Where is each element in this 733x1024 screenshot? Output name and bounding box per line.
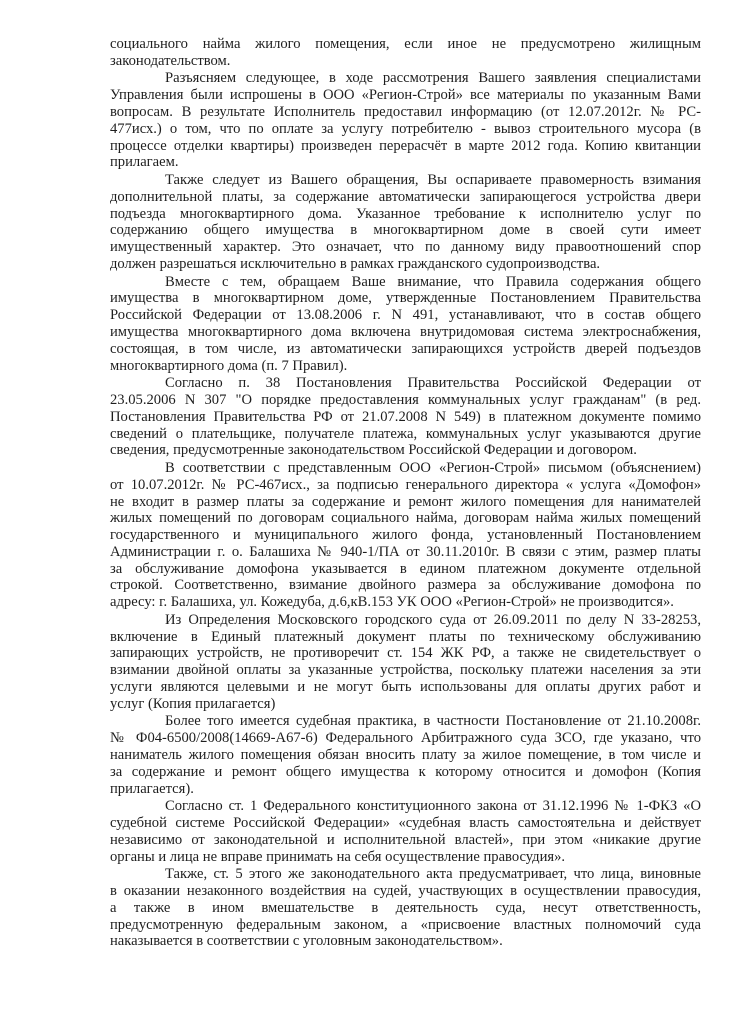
text-line: взимании двойной оплаты за указанные устройства, поскольку платежи населения за эти (110, 662, 701, 679)
text-line: должен разрешаться исключительно в рамках гражданского судопроизводства. (110, 255, 601, 272)
paragraph (110, 612, 701, 713)
paragraph (110, 713, 701, 797)
text-line: социального найма жилого помещения, если иное не предусмотрено жилищным (110, 36, 701, 52)
text-line: включение в Единый платежный документ платы по техническому обслуживанию (110, 628, 701, 645)
text-line: строкой. Соответственно, взимание двойного размера за обслуживание домофона по (110, 577, 701, 594)
paragraph (110, 36, 701, 70)
text-line: процессе отделки квартиры) произведен перерасчёт в марте 2012 года. Копию квитанции (110, 137, 701, 154)
text-line: Согласно п. 38 Постановления Правительства Российской Федерации от (165, 375, 701, 392)
text-line: адресу: г. Балашиха, ул. Кожедуба, д.6,кВ.153 УК ООО «Регион-Строй» не производится». (110, 594, 674, 611)
text-line: законодательством. (110, 52, 231, 69)
text-line: государственного и муниципального жилого фонда, установленный Постановлением (110, 527, 701, 544)
text-line: Более того имеется судебная практика, в частности Постановление от 21.10.2008г. (165, 713, 701, 730)
paragraph (110, 460, 701, 611)
text-line: услуги являются целевыми и не могут быть использованы для оплаты других работ и (110, 679, 701, 696)
text-line: сведений о плательщике, получателе платежа, коммунальных услуг указываются другие (110, 425, 701, 442)
text-line: Также, ст. 5 этого же законодательного акта предусматривает, что лица, виновные (165, 866, 701, 883)
text-line: имущества в многоквартирном доме, утвержденные Постановлением Правительства (110, 290, 701, 307)
text-line: подъезда многоквартирного дома. Указанное требование к исполнителю услуг по (110, 205, 701, 222)
text-line: Российской Федерации от 13.08.2006 г. N 491, устанавливают, что в состав общего (110, 307, 701, 324)
text-line: предусмотренную федеральным законом, а «присвоение властных полномочий суда (110, 916, 701, 933)
text-line: имущественный характер. Это означает, что по данному виду правоотношений спор (110, 239, 701, 256)
text-line: имущества многоквартирного дома включена внутридомовая система электроснабжения, (110, 323, 701, 340)
text-line: за обслуживание домофона указывается в едином платежном документе отдельной (110, 560, 701, 577)
text-line: за содержание и ремонт общего имущества к которому относится и домофон (Копия (110, 763, 701, 780)
document-page (110, 36, 701, 951)
text-line: Из Определения Московского городского суда от 26.09.2011 по делу N 33-28253, (165, 611, 701, 628)
text-line: не входит в размер платы за содержание и ремонт жилого помещения для нанимателей (110, 493, 701, 510)
text-line: органы и лица не вправе принимать на себя осуществление правосудия». (110, 848, 566, 865)
text-line: № Ф04-6500/2008(14669-А67-6) Федерального Арбитражного суда ЗСО, где указано, что (110, 730, 701, 747)
paragraph (110, 798, 701, 865)
text-line: вопросам. В результате Исполнитель предоставил информацию (от 12.07.2012г. № РС- (110, 103, 701, 120)
text-line: в оказании незаконного воздействия на судей, участвующих в осуществлении правосудия, (110, 883, 701, 900)
text-line: дополнительной платы, за содержание автоматически запирающегося устройства двери (110, 188, 701, 205)
text-line: от 10.07.2012г. № РС-467исх., за подписью генерального директора « услуга «Домофон» (110, 476, 701, 493)
text-line: прилагается). (110, 780, 194, 797)
paragraph (110, 375, 701, 459)
text-line: судебной системе Российской Федерации» «судебная власть самостоятельна и действует (110, 815, 701, 832)
text-line: Администрации г. о. Балашиха № 940-1/ПА от 30.11.2010г. В связи с этим, размер платы (110, 543, 701, 560)
text-line: состоящая, в том числе, из автоматически запирающихся устройств дверей подъездов (110, 340, 701, 357)
text-line: услуг (Копия прилагается) (110, 695, 276, 712)
text-line: наказывается в соответствии с уголовным законодательством». (110, 933, 503, 950)
text-line: Вместе с тем, обращаем Ваше внимание, что Правила содержания общего (165, 273, 701, 290)
text-line: наниматель жилого помещения обязан вносить плату за жилое помещение, в том числе и (110, 747, 701, 764)
text-line: сведения, предусмотренные законодательством Российской Федерации и договором. (110, 442, 637, 459)
text-line: Управления были испрошены в ООО «Регион-Строй» все материалы по указанным Вами (110, 87, 701, 104)
text-line: содержанию общего имущества в многоквартирном доме в своей сути имеет (110, 222, 701, 239)
text-line: многоквартирного дома (п. 7 Правил). (110, 357, 348, 374)
text-line: Постановления Правительства РФ от 21.07.2008 N 549) в платежном документе помимо (110, 408, 701, 425)
text-line: а также в ином вмешательстве в деятельность суда, несут ответственность, (110, 899, 701, 916)
text-line: запирающих устройств, не противоречит ст. 154 ЖК РФ, а также не свидетельствует о (110, 645, 701, 662)
text-line: 477исх.) о том, что по оплате за услугу потребителю - вывоз строительного мусора (в (110, 120, 701, 137)
text-line: В соответствии с представленным ООО «Регион-Строй» письмом (объяснением) (165, 459, 701, 476)
text-line: 23.05.2006 N 307 "О порядке предоставления коммунальных услуг гражданам" (в ред. (110, 391, 701, 408)
text-line: Также следует из Вашего обращения, Вы оспариваете правомерность взимания (165, 171, 701, 188)
text-line: Согласно ст. 1 Федерального конституционного закона от 31.12.1996 № 1-ФКЗ «О (165, 798, 701, 815)
paragraph (110, 172, 701, 273)
paragraph (110, 866, 701, 950)
text-line: Разъясняем следующее, в ходе рассмотрения Вашего заявления специалистами (165, 70, 701, 87)
text-line: жилых помещений по договорам социального найма, договорам найма жилых помещений (110, 510, 701, 527)
text-line: прилагаем. (110, 154, 179, 171)
paragraph (110, 70, 701, 171)
paragraph (110, 274, 701, 375)
text-line: независимо от законодательной и исполнительной властей», при этом «никакие другие (110, 831, 701, 848)
